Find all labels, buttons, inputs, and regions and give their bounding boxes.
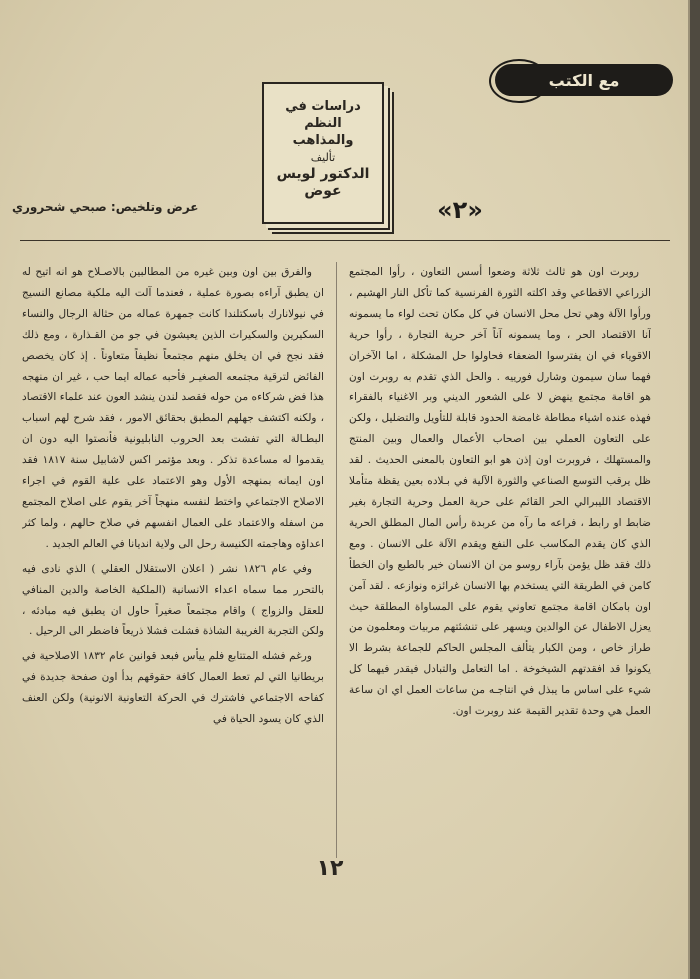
paragraph: ورغم فشله المتتابع فلم ييأس فبعد قوانين عام ١٨٣٢ الاصلاحية في بريطانيا التي لم تعط العمال كافة حقوقهم بدأ اون صفحة جديدة في كفاحه الاجتماعي فاشترك في الحركة التعاونية الانونية) ولكن العنف الذي كان يسود الحياة في (22, 650, 324, 726)
paragraph: روبرت اون هو ثالث ثلاثة وضعوا أسس التعاون ، رأوا المجتمع الزراعي الاقطاعي وقد اكلته الثورة الفرنسية كما تأكل النار الهشيم ، ورأوا الآلة وهي تحل محل الانسان في كل مكان تحت لواء ما يسمونه آنا الاقتصاد الحر ، وما يسمونه آناً آخر حرية التجارة ، رأوا حرية الاقوياء في ان يفترسوا الضعفاء فحاولوا حل المشكلة ، اما الآخران فهما سان سيمون وشارل فورييه . والحل الذي تقدم به روبرت اون هو اقامة مجتمع ينهض لا على الشعور الديني وبر الاغنياء بالفقراء فهذه عنده اشياء مطاطة غامضة الحدود قابلة للتأويل والتضليل ، ولكن على التعاون العملي بين اصحاب الأعمال والعمال وبين المنتج والمستهلك ، فروبرت اون إذن هو ابو التعاون بالمعنى الحديث . لقد ظل يرقب التوسع الصناعي والثورة الآلية في بـلاده بعين يقظة متأملا الاقتصاد الليبرالي الحر القائم على حرية العمل وحرية التجارة بغير ضابط او رابط ، فراعه ما رآه من عربدة رأس المال المطلق الحرية الذي كان يقدم المكاسب على النفع ويقدم الآلة على الانسان . ومع ذلك فقد ظل يؤمن بآراء روسو من ان الانسان خير بالطبع وان الخطأ كامن في الطريقة التي يستخدم بها الانسان غرائزه ونوازعه . لقد آمن اون بامكان اقامة مجتمع تعاوني يقوم على المساواة المطلقة حيث يعزل الاطفال عن الوالدين ويسهر على تنشئتهم مربيات ومعلمون من طراز خاص ، ومن الكبار يتألف المجلس الحاكم للجماعة بشرط الا يكونوا قد افقدتهم الشيخوخة . اما التعامل والتبادل فيقدر فيهما كل شيء على اساس ما يبذل في انتاجـه من ساعات العمل اي ان ساعة العمل هي وحدة تقدير القيمة عند روبرت اون. (349, 266, 651, 718)
article-column-right (349, 262, 651, 860)
paragraph: وفي عام ١٨٢٦ نشر ( اعلان الاستقلال العقلي ) الذي نادى فيه بالتحرر مما سماه اعداء الانسانية (الملكية الخاصة والدين المنافي للعقل والزواج ) واقام مجتمعاً صغيراً حاول ان يطبق فيه مبادئه ، ولكن التجربة الغريبة الشاذة فشلت فشلا ذريعاً فاضطر الى الرحيل . (22, 562, 324, 638)
paragraph: والفرق بين اون وبين غيره من المطالبين بالاصـلاح هو انه اتيح له ان يطبق آراءه بصورة عملية ، فعندما آلت اليه ملكية مصانع النسيج في نيولانارك باسكتلندا كانت جمهرة عماله من حثالة الرجال والنساء السكيرين والسكيرات الذين يعيشون في جو من القـذارة ، ومع ذلك فقد نجح في ان يخلق منهم مجتمعاً نظيفاً متعاوناً . إذ كان يخصص الفائض لترقية مجتمعه الصغيـر فأحبه عماله ايما حب ، غير ان منهجه هذا فض شركاءه من حوله فقصد لندن ينشد العون عند علماء الاقتصاد ، ولكنه اكتشف جهلهم المطبق بحقائق الامور ، فقد شرح لهم اسباب البطـالة التي تفشت بعد الحروب النابليونية فأنصتوا اليه دون ان يقدموا له مساعدة تذكر . وبعد مؤتمر اكس لاشابيل سنة ١٨١٧ فقد اون ايمانه بمنهجه الأول وهو الاعتماد على علية القوم في اجراء الاصلاح الاجتماعي واختط لنفسه منهجاً آخر يقوم على اصلاح المجتمع من اسفله والاعتماد على العمال انفسهم في صلاح حالهم ، ولما كثر اعداؤه وهاجمته الكنيسة رحل الى ولاية انديانا في العالم الجديد . (22, 266, 324, 550)
column-divider (336, 262, 337, 858)
page-number: ١٢ (316, 856, 344, 881)
section-badge (495, 64, 673, 96)
header-rule (20, 240, 670, 241)
book-author: الدكتور لويس عوض (276, 166, 370, 199)
page-edge-shadow (690, 0, 700, 979)
series-part-number: «٢» (437, 196, 483, 224)
book-cover-illustration (262, 82, 384, 224)
article-column-left (22, 262, 324, 860)
section-badge-label: مع الكتب (548, 70, 620, 90)
book-by-label: تأليف (310, 151, 336, 164)
review-credit: عرض وتلخيص: صبحي شحروري (12, 200, 199, 214)
book-title: دراسات في النظم والمذاهب (285, 99, 361, 148)
